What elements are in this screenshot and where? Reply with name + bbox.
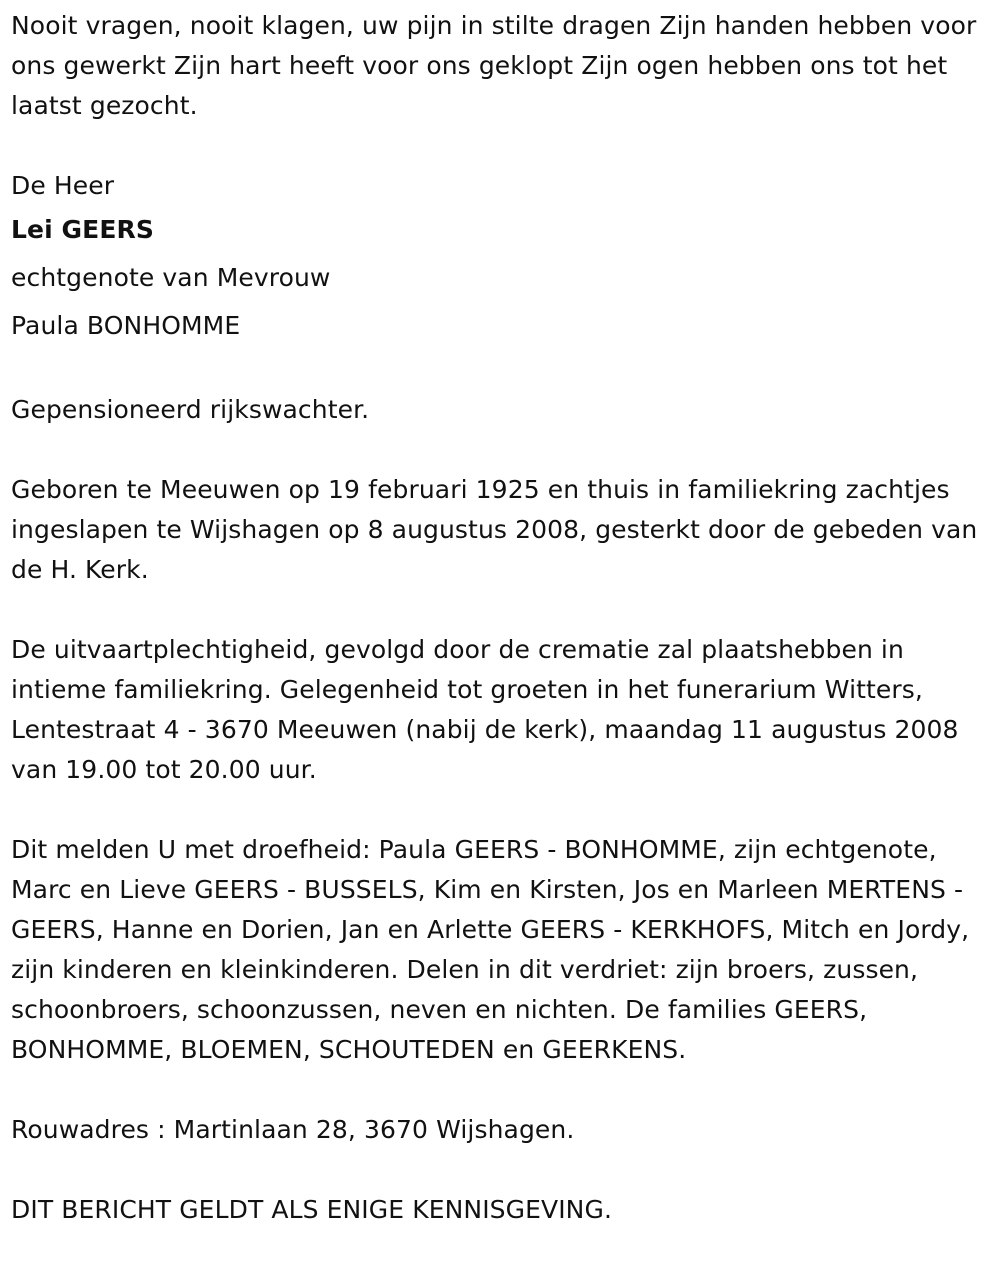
- deceased-name: Lei GEERS: [11, 215, 154, 244]
- obituary-document: [11, 6, 991, 1270]
- relation-line: echtgenote van Mevrouw: [11, 263, 331, 292]
- birth-death-paragraph: Geboren te Meeuwen op 19 februari 1925 en thuis in familiekring zachtjes ingeslapen te Wijshagen op 8 augustus 2008, gesterkt door de gebeden van de H. Kerk.: [11, 475, 978, 584]
- funeral-paragraph: De uitvaartplechtigheid, gevolgd door de crematie zal plaatshebben in intieme familiekring. Gelegenheid tot groeten in het funerarium Witters, Lentestraat 4 - 3670 Meeuwen (nabij de kerk), maandag 11 augustus 2008 van 19.00 tot 20.00 uur.: [11, 635, 959, 784]
- family-paragraph: Dit melden U met droefheid: Paula GEERS - BONHOMME, zijn echtgenote, Marc en Lieve GEERS - BUSSELS, Kim en Kirsten, Jos en Marleen MERTENS - GEERS, Hanne en Dorien, Jan en Arlette GEERS - KERKHOFS, Mitch en Jordy, zijn kinderen en kleinkinderen. Delen in dit verdriet: zijn broers, zussen, schoonbroers, schoonzussen, neven en nichten. De families GEERS, BONHOMME, BLOEMEN, SCHOUTEDEN en GEERKENS.: [11, 835, 970, 1064]
- occupation-paragraph: Gepensioneerd rijkswachter.: [11, 395, 370, 424]
- notice-paragraph: DIT BERICHT GELDT ALS ENIGE KENNISGEVING.: [11, 1195, 612, 1224]
- spouse-name: Paula BONHOMME: [11, 311, 241, 340]
- name-block: [11, 166, 991, 350]
- address-paragraph: Rouwadres : Martinlaan 28, 3670 Wijshagen.: [11, 1115, 575, 1144]
- poem-paragraph: Nooit vragen, nooit klagen, uw pijn in stilte dragen Zijn handen hebben voor ons gewerkt Zijn hart heeft voor ons geklopt Zijn ogen hebben ons tot het laatst gezocht.: [11, 11, 977, 120]
- salutation: De Heer: [11, 171, 115, 200]
